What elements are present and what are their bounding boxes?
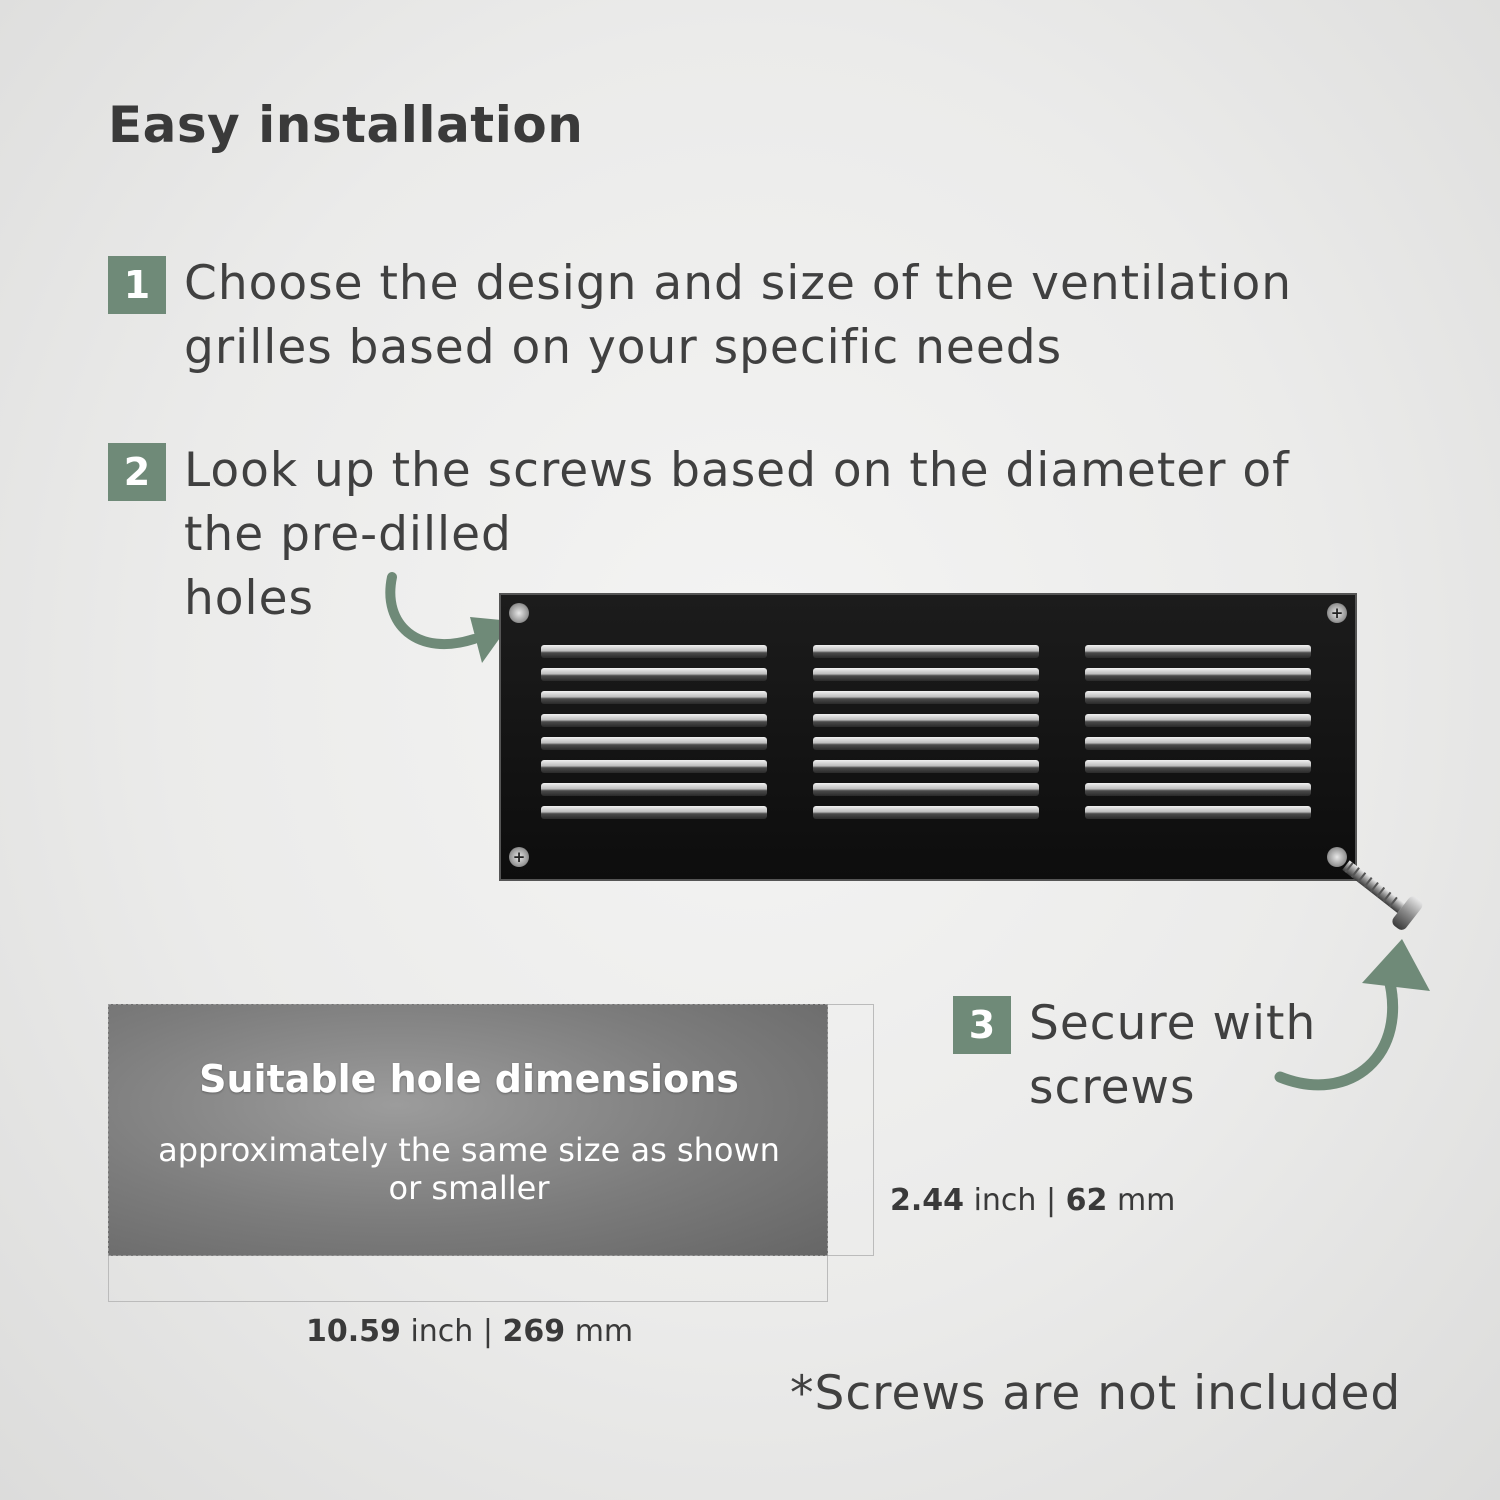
louvre-block — [541, 645, 767, 823]
louvre-block — [813, 645, 1039, 823]
height-dimension-label: 2.44 inch | 62 mm — [890, 1183, 1176, 1218]
step-2-badge: 2 — [108, 443, 166, 501]
hole-dimension-box — [108, 1004, 828, 1256]
step-1-line-2: grilles based on your specific needs — [184, 320, 1063, 375]
step-3-line-2: screws — [1029, 1060, 1196, 1115]
screws-note: *Screws are not included — [790, 1366, 1402, 1421]
hole-box-subtitle — [129, 1131, 809, 1207]
step-2-line-1: Look up the screws based on the diameter of — [184, 443, 1290, 498]
screw-hole-icon: + — [509, 847, 529, 867]
page-title: Easy installation — [108, 96, 584, 154]
step-3-badge: 3 — [953, 996, 1011, 1054]
screw-hole-icon — [509, 603, 529, 623]
curved-arrow-icon — [378, 565, 518, 675]
step-3-line-1: Secure with — [1029, 996, 1317, 1051]
step-1-badge: 1 — [108, 256, 166, 314]
hole-box-subtitle-line-2: or smaller — [388, 1169, 550, 1207]
width-dimension-frame — [108, 1256, 828, 1302]
step-2-line-3: holes — [184, 571, 315, 626]
step-1-line-1: Choose the design and size of the ventilation — [184, 256, 1293, 311]
hole-box-subtitle-line-1: approximately the same size as shown — [158, 1131, 780, 1169]
ventilation-grille — [499, 593, 1357, 881]
louvre-block — [1085, 645, 1311, 823]
screw-hole-icon: + — [1327, 603, 1347, 623]
hole-box-title: Suitable hole dimensions — [199, 1057, 739, 1101]
step-1-text — [184, 252, 1292, 380]
height-dimension-frame — [828, 1004, 874, 1256]
step-3-text — [1029, 992, 1316, 1120]
step-2-line-2: the pre-dilled — [184, 507, 512, 562]
width-dimension-label: 10.59 inch | 269 mm — [306, 1314, 634, 1349]
screw-icon — [1330, 848, 1440, 943]
